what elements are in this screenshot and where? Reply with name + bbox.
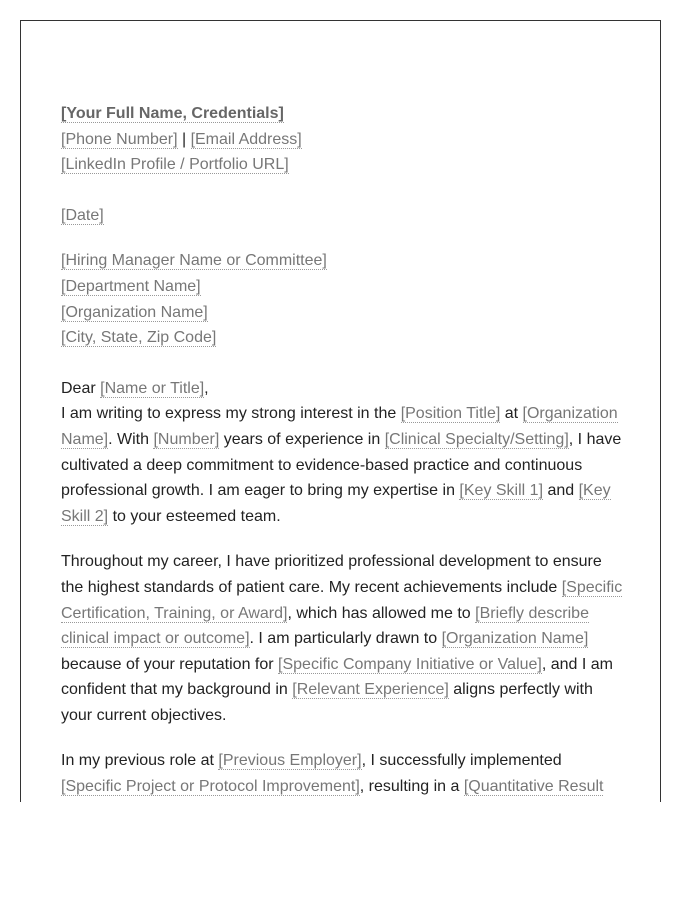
linkedin-line (61, 152, 623, 178)
recipient-city-line (61, 325, 623, 351)
text-run: , I successfully implemented (361, 752, 562, 770)
phone-placeholder[interactable]: [Phone Number] (61, 130, 178, 148)
spacer (61, 178, 623, 203)
sender-name-line (61, 101, 623, 127)
salutation-name-placeholder[interactable]: [Name or Title] (100, 379, 205, 397)
text-run: . I am particularly drawn to (249, 630, 442, 648)
paragraph-intro (61, 401, 623, 529)
sender-name-placeholder[interactable]: [Your Full Name, Credentials] (61, 105, 284, 122)
recipient-organization-line (61, 300, 623, 326)
date-placeholder[interactable]: [Date] (61, 206, 104, 224)
paragraph-previous-role (61, 748, 623, 799)
text-run: because of your reputation for (61, 655, 279, 673)
company-initiative-placeholder[interactable]: [Specific Company Initiative or Value] (278, 655, 542, 673)
clinical-specialty-placeholder[interactable]: [Clinical Specialty/Setting] (384, 430, 569, 448)
key-skill-2-placeholder[interactable]: [Key Skill 2] (61, 482, 611, 525)
text-run: . With (108, 430, 154, 448)
city-placeholder[interactable]: [City, State, Zip Code] (61, 329, 217, 347)
text-run: to your esteemed team. (108, 507, 281, 525)
organization-name-placeholder[interactable]: [Organization Name] (61, 405, 618, 448)
text-run: In my previous role at (61, 752, 219, 770)
contact-line (61, 127, 623, 153)
key-skill-1-placeholder[interactable]: [Key Skill 1] (459, 482, 544, 500)
organization-placeholder[interactable]: [Organization Name] (61, 303, 208, 321)
text-run: at (500, 405, 523, 423)
spacer (61, 228, 623, 248)
salutation-prefix: Dear (61, 379, 101, 397)
email-placeholder[interactable]: [Email Address] (190, 130, 302, 148)
certification-placeholder[interactable]: [Specific Certification, Training, or Award] (61, 578, 623, 622)
text-run: Throughout my career, I have prioritized professional development to ensure the highest standards of patient care. My recent achievements include (61, 553, 602, 596)
salutation-suffix: , (204, 379, 209, 397)
quantitative-result-placeholder[interactable]: [Quantitative Result (463, 778, 604, 796)
manager-placeholder[interactable]: [Hiring Manager Name or Committee] (61, 252, 327, 270)
relevant-experience-placeholder[interactable]: [Relevant Experience] (292, 681, 449, 699)
previous-employer-placeholder[interactable]: [Previous Employer] (218, 752, 362, 770)
recipient-manager-line (61, 248, 623, 274)
text-run: , I have cultivated a deep commitment to evidence-based practice and continuous professional growth. I am eager to bring my expertise in (61, 430, 622, 500)
document-page (20, 20, 661, 802)
salutation (61, 376, 623, 402)
project-improvement-placeholder[interactable]: [Specific Project or Protocol Improvement] (61, 778, 360, 796)
department-placeholder[interactable]: [Department Name] (61, 277, 201, 295)
text-run: and (543, 482, 579, 500)
contact-separator: | (177, 130, 191, 148)
linkedin-placeholder[interactable]: [LinkedIn Profile / Portfolio URL] (61, 156, 289, 174)
text-run: years of experience in (219, 430, 385, 448)
clinical-impact-placeholder[interactable]: [Briefly describe clinical impact or outcome] (61, 604, 589, 648)
text-run: , resulting in a (359, 778, 464, 796)
position-title-placeholder[interactable]: [Position Title] (400, 405, 501, 423)
date-line (61, 203, 623, 229)
text-run: , and I am confident that my background in (61, 655, 614, 699)
paragraph-achievements (61, 549, 623, 728)
text-run: , which has allowed me to (287, 604, 476, 622)
organization-name-placeholder[interactable]: [Organization Name] (441, 630, 589, 648)
text-run: aligns perfectly with your current objectives. (61, 681, 593, 724)
recipient-department-line (61, 274, 623, 300)
number-placeholder[interactable]: [Number] (153, 430, 220, 448)
spacer (61, 351, 623, 376)
letter-body (61, 101, 623, 800)
text-run: I am writing to express my strong interest in the (61, 405, 401, 423)
